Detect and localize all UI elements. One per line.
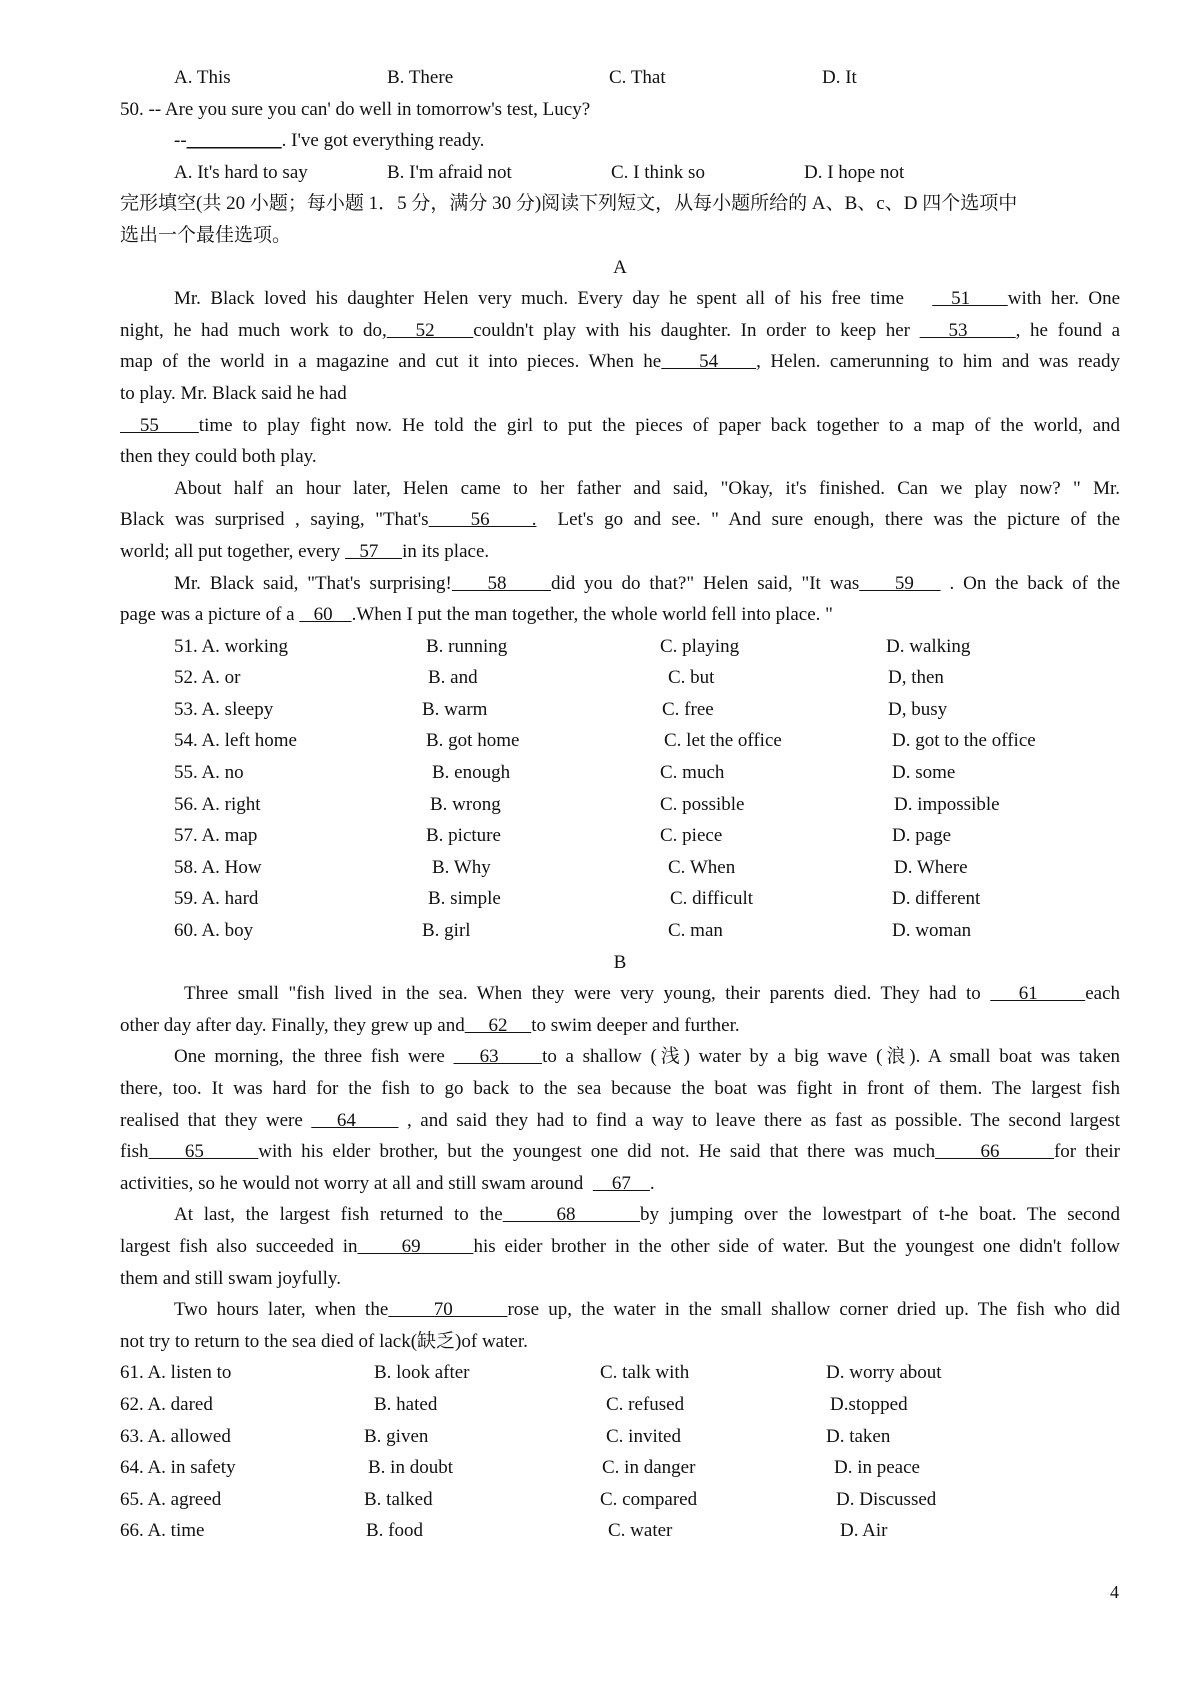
option-c: C. much (660, 762, 725, 784)
blank-63: 63 (453, 1046, 543, 1068)
blank-54: 54 (661, 351, 757, 373)
question-row (120, 852, 1120, 884)
passage-b-line: them and still swam joyfully. (120, 1267, 341, 1289)
question-stem-option-a: 51. A. working (174, 635, 288, 657)
section-instruction: 完形填空(共 20 小题；每小题 1．5 分，满分 30 分)阅读下列短文，从每小题所给的 A、B、c、D 四个选项中 (120, 193, 1018, 215)
option-c: C. free (662, 698, 714, 720)
question-row (120, 1484, 1120, 1516)
option-b: B. I'm afraid not (387, 161, 512, 183)
question-stem-option-a: 59. A. hard (174, 888, 259, 910)
question-row (120, 1389, 1120, 1421)
option-d: D. Discussed (836, 1488, 937, 1510)
passage-a-line: Mr. Black said, "That's surprising! 58 did you do that?" Helen said, "It was 59 . On the back of the (174, 572, 1120, 594)
option-b: B. running (426, 635, 508, 657)
option-d: D. taken (826, 1425, 891, 1447)
passage-a-line: About half an hour later, Helen came to her father and said, "Okay, it's finished. Can we play now? " Mr. (174, 477, 1120, 499)
questions-a (120, 631, 1120, 947)
question-row (120, 757, 1120, 789)
option-c: C. talk with (600, 1362, 690, 1384)
question-row (120, 725, 1120, 757)
question-stem-option-a: 54. A. left home (174, 730, 297, 752)
option-b: B. wrong (430, 793, 501, 815)
passage-b-line: largest fish also succeeded in 69 his eider brother in the other side of water. But the youngest one didn't follow (120, 1235, 1120, 1257)
option-b: B. and (428, 667, 478, 689)
passage-a-line: map of the world in a magazine and cut it into pieces. When he 54 , Helen. camerunning to him and was ready (120, 351, 1120, 373)
option-c: C. I think so (611, 161, 705, 183)
option-d: D. different (892, 888, 981, 910)
option-d: D. page (892, 825, 952, 847)
question-stem-option-a: 53. A. sleepy (174, 698, 274, 720)
option-d: D, busy (888, 698, 948, 720)
option-c: C. invited (606, 1425, 681, 1447)
passage-a-line: Black was surprised , saying, "That's 56 . Let's go and see. " And sure enough, there was the picture of the (120, 509, 1120, 531)
option-b: B. hated (374, 1393, 438, 1415)
question-stem-option-a: 57. A. map (174, 825, 258, 847)
option-c: C. refused (606, 1393, 685, 1415)
option-a: A. This (174, 67, 231, 88)
option-c: C. That (609, 67, 666, 88)
blank-65: 65 (148, 1141, 259, 1163)
blank-69: 69 (357, 1235, 474, 1257)
question-stem-option-a: 64. A. in safety (120, 1457, 236, 1479)
question-row (120, 1452, 1120, 1484)
option-d: D. walking (886, 635, 971, 657)
passage-a-line: to play. Mr. Black said he had (120, 382, 347, 404)
option-d: D. impossible (894, 793, 1000, 815)
question-row (120, 915, 1120, 947)
blank-68: 68 (502, 1204, 640, 1226)
question-row (120, 662, 1120, 694)
option-c: C. water (608, 1520, 673, 1542)
option-b: B. food (366, 1520, 423, 1542)
option-b: B. got home (426, 730, 520, 752)
blank-66: 66 (935, 1141, 1054, 1163)
blank-62: 62 (464, 1014, 532, 1036)
option-d: D. some (892, 762, 956, 784)
option-c: C. let the office (664, 730, 782, 752)
blank-60: 60 (299, 604, 352, 626)
question-stem-option-a: 63. A. allowed (120, 1425, 231, 1447)
q49-options (120, 62, 1120, 94)
question-stem-option-a: 62. A. dared (120, 1393, 213, 1415)
option-d: D. in peace (834, 1457, 920, 1479)
question-stem-option-a: 58. A. How (174, 856, 262, 878)
option-b: B. girl (422, 920, 471, 942)
option-a: A. It's hard to say (174, 161, 308, 183)
option-d: D, then (888, 667, 944, 689)
blank-61: 61 (990, 983, 1086, 1005)
question-stem-option-a: 65. A. agreed (120, 1488, 222, 1510)
passage-b-line: other day after day. Finally, they grew up and 62 to swim deeper and further. (120, 1014, 740, 1036)
page-number: 4 (1110, 1582, 1119, 1602)
option-d: D. woman (892, 920, 972, 942)
option-d: D. got to the office (892, 730, 1036, 752)
option-b: B. Why (432, 856, 491, 878)
option-d: D. Air (840, 1520, 888, 1542)
section-instruction-cont: 选出一个最佳选项。 (120, 224, 292, 246)
questions-b (120, 1357, 1120, 1547)
blank-64: 64 (311, 1109, 399, 1131)
blank-52: 52 (386, 319, 474, 341)
blank-67: 67 (592, 1172, 650, 1194)
option-c: C. When (668, 856, 736, 878)
option-b: B. simple (428, 888, 501, 910)
blank-53: 53 (919, 319, 1016, 341)
option-c: C. difficult (670, 888, 754, 910)
passage-b-line: realised that they were 64 , and said they had to find a way to leave there as fast as possible. The second largest (120, 1109, 1120, 1131)
option-c: C. in danger (602, 1457, 696, 1479)
passage-b-line: At last, the largest fish returned to the 68 by jumping over the lowestpart of t-he boat. The second (174, 1204, 1120, 1226)
question-50-reply: --__________. I've got everything ready. (174, 130, 485, 152)
question-row (120, 1515, 1120, 1547)
option-d: D. Where (894, 856, 968, 878)
option-b: B. picture (426, 825, 501, 847)
blank-55: 55 (120, 414, 199, 436)
passage-b-line: Three small "fish lived in the sea. When they were very young, their parents died. They had to 61 each (184, 983, 1120, 1005)
q50-options (120, 157, 1120, 189)
question-row (120, 1421, 1120, 1453)
exam-page (120, 62, 1120, 1547)
passage-b-line: activities, so he would not worry at all and still swam around 67 . (120, 1172, 655, 1194)
question-stem-option-a: 56. A. right (174, 793, 261, 815)
passage-b-heading: B (613, 951, 627, 973)
option-c: C. piece (660, 825, 723, 847)
passage-b-line: not try to return to the sea died of lack(缺乏)of water. (120, 1330, 528, 1352)
question-row (120, 694, 1120, 726)
question-row (120, 883, 1120, 915)
option-c: C. possible (660, 793, 745, 815)
question-stem-option-a: 55. A. no (174, 762, 244, 784)
question-row (120, 1357, 1120, 1389)
question-stem-option-a: 52. A. or (174, 667, 241, 689)
option-b: B. given (364, 1425, 429, 1447)
option-b: B. warm (422, 698, 488, 720)
question-stem-option-a: 61. A. listen to (120, 1362, 232, 1384)
option-b: B. There (387, 67, 454, 88)
question-50-stem: 50. -- Are you sure you can' do well in tomorrow's test, Lucy? (120, 98, 591, 120)
passage-b-line: fish 65 with his elder brother, but the youngest one did not. He said that there was much 66 for their (120, 1141, 1120, 1163)
question-stem-option-a: 60. A. boy (174, 920, 254, 942)
blank: __________ (186, 130, 282, 152)
passage-b-line: there, too. It was hard for the fish to go back to the sea because the boat was fight in front of them. The largest fish (120, 1078, 1120, 1099)
option-b: B. in doubt (368, 1457, 453, 1479)
option-c: C. playing (660, 635, 740, 657)
blank-70: 70 (388, 1299, 508, 1321)
passage-a-line: night, he had much work to do, 52 couldn't play with his daughter. In order to keep her 53 , he found a (120, 319, 1120, 341)
blank-56: 56 . (428, 509, 537, 531)
option-b: B. look after (374, 1362, 470, 1384)
passage-a-line: 55 time to play fight now. He told the girl to put the pieces of paper back together to a map of the world, and (120, 414, 1120, 436)
question-row (120, 789, 1120, 821)
blank-51: 51 (932, 288, 1008, 310)
passage-b-line: Two hours later, when the 70 rose up, the water in the small shallow corner dried up. The fish who did (174, 1299, 1120, 1321)
passage-a-line: page was a picture of a 60 .When I put the man together, the whole world fell into place. " (120, 604, 833, 626)
passage-a-line: then they could both play. (120, 446, 317, 468)
option-b: B. enough (432, 762, 511, 784)
option-c: C. man (668, 920, 723, 942)
option-c: C. compared (600, 1488, 698, 1510)
option-d: D. It (822, 67, 857, 88)
option-d: D. I hope not (804, 161, 905, 183)
blank-58: 58 (451, 572, 551, 594)
option-b: B. talked (364, 1488, 433, 1510)
option-d: D.stopped (830, 1393, 908, 1415)
question-row (120, 631, 1120, 663)
passage-b-line: One morning, the three fish were 63 to a shallow (浅) water by a big wave (浪). A small boat was taken (174, 1046, 1120, 1068)
passage-a-line: world; all put together, every 57 in its place. (120, 540, 490, 562)
blank-59: 59 (859, 572, 941, 594)
option-c: C. but (668, 667, 715, 689)
passage-a-line: Mr. Black loved his daughter Helen very much. Every day he spent all of his free time 51 with her. One (174, 288, 1120, 310)
passage-a-heading: A (613, 256, 627, 278)
question-stem-option-a: 66. A. time (120, 1520, 205, 1542)
blank-57: 57 (345, 540, 403, 562)
option-d: D. worry about (826, 1362, 942, 1384)
question-row (120, 820, 1120, 852)
